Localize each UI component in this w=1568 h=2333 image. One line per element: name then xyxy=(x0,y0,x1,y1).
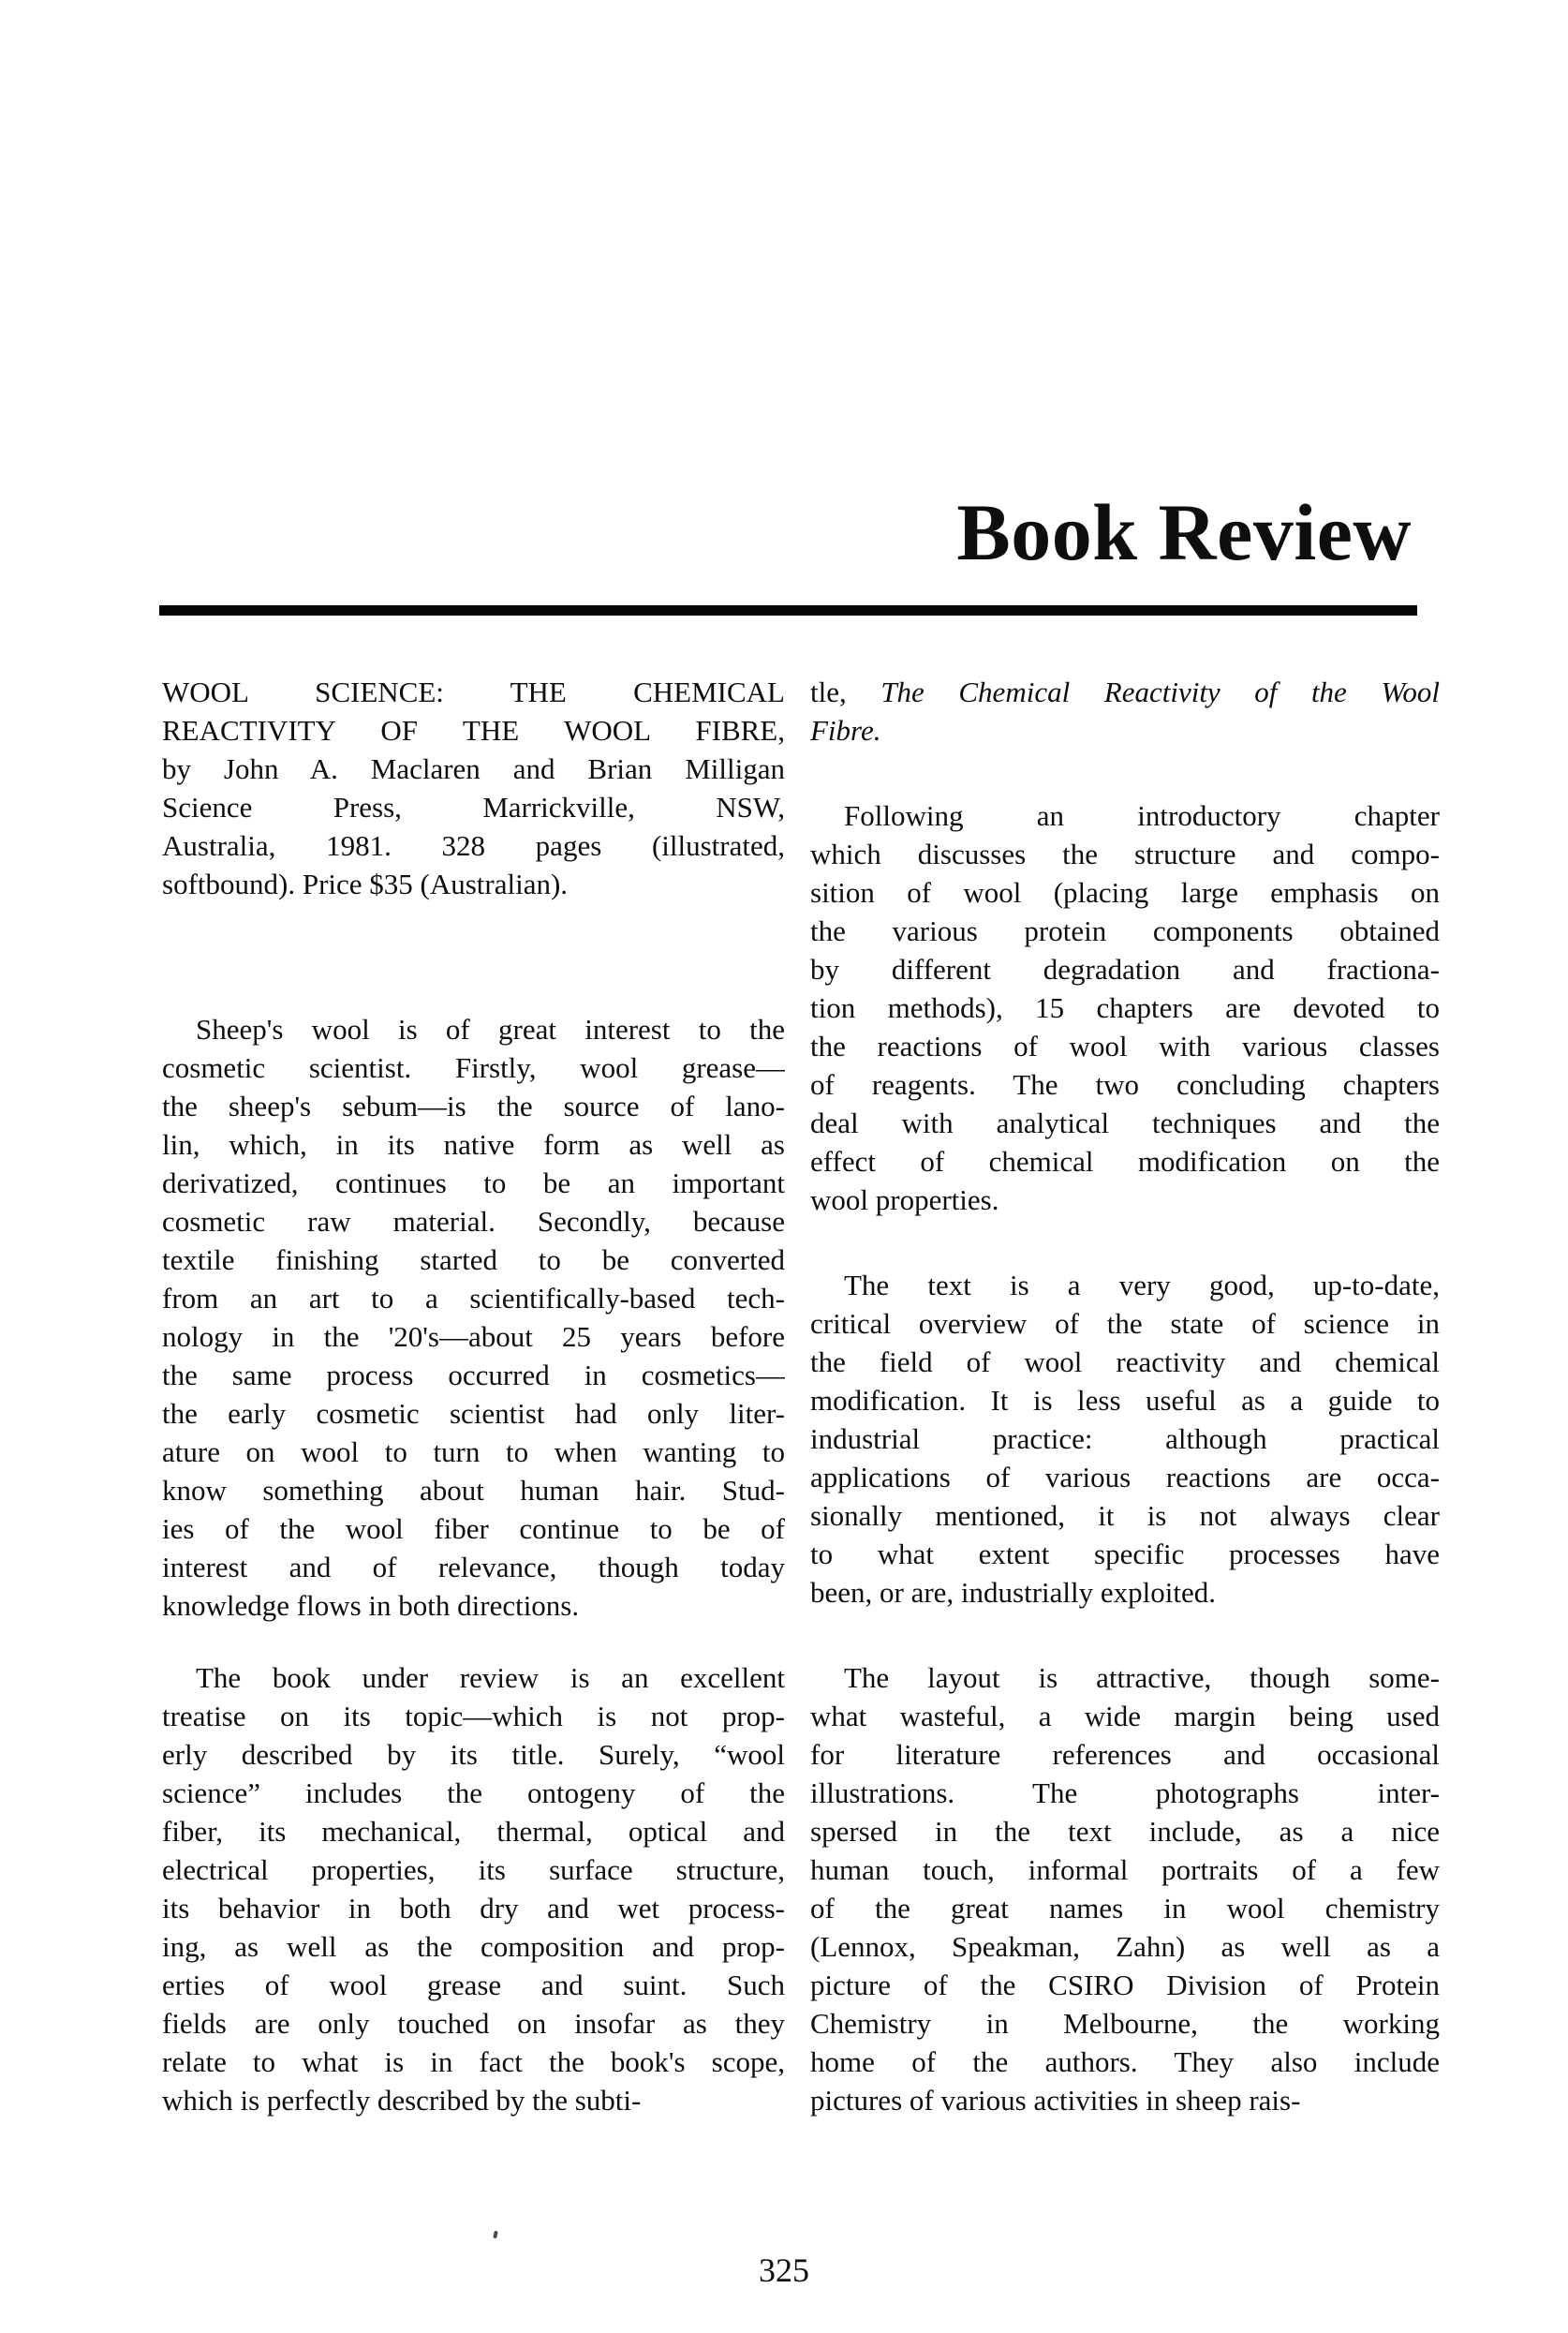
text-line: Science Press, Marrickville, NSW, xyxy=(162,791,785,824)
text-line: tle, The Chemical Reactivity of the Wool xyxy=(810,676,1440,708)
text-line: which is perfectly described by the subti- xyxy=(162,2084,642,2117)
text-line: the various protein components obtained xyxy=(810,914,1440,947)
paragraph xyxy=(162,1010,785,1625)
text-line: the field of wool reactivity and chemical xyxy=(810,1345,1440,1378)
text-line: The text is a very good, up-to-date, xyxy=(844,1269,1440,1301)
text-line: WOOL SCIENCE: THE CHEMICAL xyxy=(162,676,785,708)
text-line: relate to what is in fact the book's scope, xyxy=(162,2045,785,2078)
text-line: fields are only touched on insofar as they xyxy=(162,2007,785,2040)
subtitle-continuation xyxy=(810,673,1440,750)
text-line: cosmetic raw material. Secondly, because xyxy=(162,1205,785,1238)
citation-block xyxy=(162,673,785,903)
ink-speck xyxy=(493,2231,498,2239)
text-line: knowledge flows in both directions. xyxy=(162,1589,580,1622)
text-line: ature on wool to turn to when wanting to xyxy=(162,1435,785,1468)
text-line: which discusses the structure and compo- xyxy=(810,838,1440,870)
page-number: 325 xyxy=(759,2251,809,2289)
text-line: textile finishing started to be converted xyxy=(162,1243,785,1276)
text-line: (Lennox, Speakman, Zahn) as well as a xyxy=(810,1930,1440,1963)
left-column xyxy=(162,673,785,2119)
text-line: The layout is attractive, though some- xyxy=(844,1661,1440,1694)
right-column xyxy=(810,673,1440,2119)
text-line: REACTIVITY OF THE WOOL FIBRE, xyxy=(162,714,785,747)
text-line: Australia, 1981. 328 pages (illustrated, xyxy=(162,829,785,862)
text-line: ing, as well as the composition and prop- xyxy=(162,1930,785,1963)
text-line: sionally mentioned, it is not always clear xyxy=(810,1499,1440,1532)
text-line: Following an introductory chapter xyxy=(844,799,1440,832)
text-line: its behavior in both dry and wet process- xyxy=(162,1892,785,1924)
text-line: erly described by its title. Surely, “wool xyxy=(162,1738,785,1771)
text-line: cosmetic scientist. Firstly, wool grease— xyxy=(162,1051,785,1084)
text-line: treatise on its topic—which is not prop- xyxy=(162,1700,785,1732)
text-line: the early cosmetic scientist had only liter- xyxy=(162,1397,785,1430)
paragraph xyxy=(162,1658,785,2119)
text-line: picture of the CSIRO Division of Protein xyxy=(810,1969,1440,2001)
text-line: of reagents. The two concluding chapters xyxy=(810,1068,1440,1101)
text-line: critical overview of the state of science in xyxy=(810,1307,1440,1340)
text-line: ies of the wool fiber continue to be of xyxy=(162,1512,785,1545)
text-line: Sheep's wool is of great interest to the xyxy=(196,1013,785,1046)
text-line: to what extent specific processes have xyxy=(810,1538,1440,1570)
text-line: from an art to a scientifically-based tech- xyxy=(162,1282,785,1315)
text-line: nology in the '20's—about 25 years before xyxy=(162,1320,785,1353)
text-line: what wasteful, a wide margin being used xyxy=(810,1700,1440,1732)
text-line: lin, which, in its native form as well as xyxy=(162,1128,785,1161)
text-line: tion methods), 15 chapters are devoted to xyxy=(810,991,1440,1024)
text-line: pictures of various activities in sheep rais- xyxy=(810,2084,1301,2117)
paragraph xyxy=(810,1266,1440,1612)
text-line: erties of wool grease and suint. Such xyxy=(162,1969,785,2001)
text-line: softbound). Price $35 (Australian). xyxy=(162,868,569,900)
text-line: by different degradation and fractiona- xyxy=(810,953,1440,986)
text-line: Chemistry in Melbourne, the working xyxy=(810,2007,1440,2040)
text-line: modification. It is less useful as a guide to xyxy=(810,1384,1440,1417)
text-line: deal with analytical techniques and the xyxy=(810,1107,1440,1139)
paragraph xyxy=(810,1658,1440,2119)
header-rule xyxy=(159,605,1417,616)
text-line: illustrations. The photographs inter- xyxy=(810,1776,1440,1809)
text-line: interest and of relevance, though today xyxy=(162,1551,785,1583)
text-line: The book under review is an excellent xyxy=(196,1661,785,1694)
text-line: sition of wool (placing large emphasis on xyxy=(810,876,1440,909)
text-line: of the great names in wool chemistry xyxy=(810,1892,1440,1924)
text-columns xyxy=(162,673,1440,2119)
text-line: the sheep's sebum—is the source of lano- xyxy=(162,1090,785,1122)
text-line: wool properties. xyxy=(810,1183,999,1216)
paragraph xyxy=(810,796,1440,1219)
text-line: home of the authors. They also include xyxy=(810,2045,1440,2078)
text-line: by John A. Maclaren and Brian Milligan xyxy=(162,752,785,785)
text-line: the reactions of wool with various classes xyxy=(810,1030,1440,1062)
page-title: Book Review xyxy=(956,487,1412,577)
text-line: industrial practice: although practical xyxy=(810,1422,1440,1455)
text-line: applications of various reactions are occa- xyxy=(810,1461,1440,1493)
text-line: science” includes the ontogeny of the xyxy=(162,1776,785,1809)
text-line: spersed in the text include, as a nice xyxy=(810,1815,1440,1848)
text-line: the same process occurred in cosmetics— xyxy=(162,1359,785,1391)
text-line: electrical properties, its surface structure, xyxy=(162,1853,785,1886)
text-line: fiber, its mechanical, thermal, optical and xyxy=(162,1815,785,1848)
text-line: been, or are, industrially exploited. xyxy=(810,1576,1217,1609)
text-line: derivatized, continues to be an important xyxy=(162,1166,785,1199)
text-line: for literature references and occasional xyxy=(810,1738,1440,1771)
text-line: human touch, informal portraits of a few xyxy=(810,1853,1440,1886)
text-line: Fibre. xyxy=(810,714,881,747)
text-line: know something about human hair. Stud- xyxy=(162,1474,785,1507)
text-line: effect of chemical modification on the xyxy=(810,1145,1440,1178)
